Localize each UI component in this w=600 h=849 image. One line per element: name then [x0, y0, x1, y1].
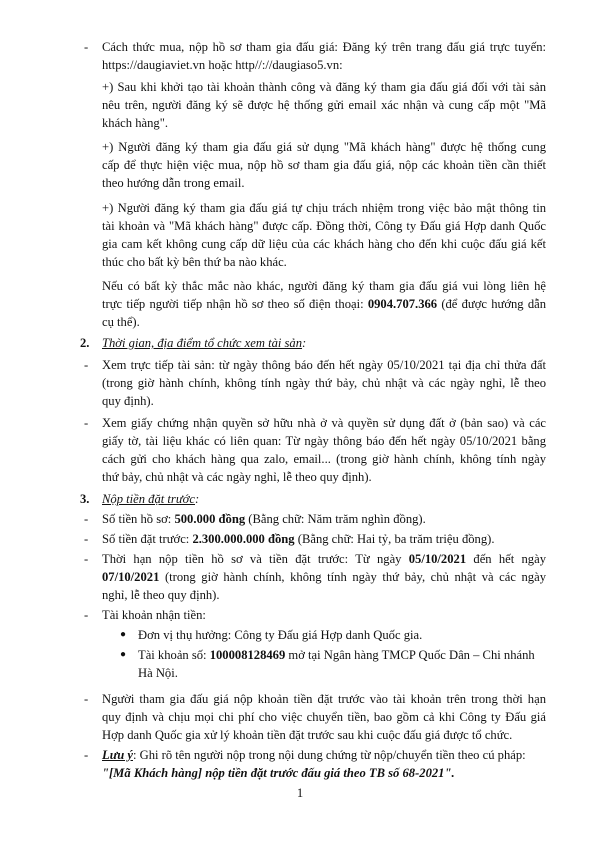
dash-marker: - [84, 358, 89, 372]
deposit-amount: 2.300.000.000 đồng [192, 532, 295, 546]
dash-marker: - [84, 552, 89, 566]
deposit-label: Số tiền đặt trước: [102, 532, 193, 546]
para-1-line-3: khách hàng". [102, 116, 168, 130]
view-direct-line-1: Xem trực tiếp tài sản: từ ngày thông báo đến hết ngày 05/10/2021 tại địa chỉ thửa đất [102, 358, 546, 372]
page-number: 1 [296, 786, 304, 800]
view-docs-line-1: Xem giấy chứng nhận quyền sở hữu nhà ở và quyền sử dụng đất ở (bản sao) và các [102, 416, 546, 430]
bullet-icon: ● [120, 629, 127, 640]
para-4-line-3: cụ thể). [102, 315, 140, 329]
deadline-start: 05/10/2021 [408, 552, 467, 566]
deadline-label: Thời hạn nộp tiền hồ sơ và tiền đặt trước: Từ ngày [102, 552, 409, 566]
section-number: 2. [80, 336, 90, 350]
section-colon: : [195, 492, 200, 506]
contact-text: trực tiếp người tiếp nhận hồ sơ theo số điện thoại: [102, 297, 368, 311]
deposit-rule-line-2: quy định và chịu mọi chi phí cho việc chuyển tiền, bao gồm cả khi Công ty Đấu giá [102, 710, 546, 724]
dash-marker: - [84, 512, 89, 526]
file-fee-amount: 500.000 đồng [174, 512, 246, 526]
deadline-end: 07/10/2021 [102, 570, 160, 584]
view-docs-line-2: giấy tờ, tài liệu khác có liên quan: Từ ngày thông báo đến hết ngày 05/10/2021 bằng [102, 434, 546, 448]
dash-marker: - [84, 532, 89, 546]
para-3-line-2: tài khoản và "Mã khách hàng" được cấp. Đồng thời, Công ty Đấu giá Hợp danh Quốc [102, 219, 546, 233]
file-fee-label: Số tiền hồ sơ: [102, 512, 175, 526]
dash-marker: - [84, 40, 89, 54]
bullet-icon: ● [120, 649, 127, 660]
para-2-line-1: +) Người đăng ký tham gia đấu giá sử dụng "Mã khách hàng" được hệ thống cung [102, 140, 546, 154]
para-3-line-1: +) Người đăng ký tham gia đấu giá tự chịu trách nhiệm trong việc bảo mật thông tin [102, 201, 546, 215]
dash-marker: - [84, 608, 89, 622]
bank-name: mở tại Ngân hàng TMCP Quốc Dân – Chi nhánh [285, 648, 535, 662]
deadline-note: (trong giờ hành chính, không tính ngày thứ bảy, chủ nhật và các ngày [159, 570, 546, 584]
contact-line [102, 295, 546, 313]
deadline-to: đến hết ngày [466, 552, 546, 566]
para-2-line-3: theo hướng dẫn trong email. [102, 176, 245, 190]
purchase-method-text: Cách thức mua, nộp hồ sơ tham gia đấu giá: Đăng ký trên trang đấu giá trực tuyến: [102, 40, 546, 54]
transfer-syntax: "[Mã Khách hàng] nộp tiền đặt trước đấu giá theo TB số 68-2021". [102, 766, 455, 780]
deposit-rule-line-1: Người tham gia đấu giá nộp khoản tiền đặt trước vào tài khoản trên trong thời hạn [102, 692, 546, 706]
account-label: Tài khoản số: [138, 648, 210, 662]
deposit-words: (Bằng chữ: Hai tỷ, ba trăm triệu đồng). [294, 532, 495, 546]
account-number: 100008128469 [209, 648, 286, 662]
dash-marker: - [84, 692, 89, 706]
deposit-rule-line-3: Hợp danh Quốc gia xử lý khoản tiền đặt trước sau khi cuộc đấu giá được tổ chức. [102, 728, 513, 742]
view-docs-line-3: cách gửi cho khách hàng qua zalo, email... (trong giờ hành chính, không tính ngày [102, 452, 546, 466]
view-direct-line-2: (trong giờ hành chính, không tính ngày thứ bảy, chủ nhật và các ngày nghỉ, lễ theo [102, 376, 546, 390]
para-4-line-1: Nếu có bất kỳ thắc mắc nào khác, người đăng ký tham gia đấu giá vui lòng liên hệ [102, 279, 546, 293]
beneficiary: Đơn vị thụ hưởng: Công ty Đấu giá Hợp danh Quốc gia. [138, 628, 423, 642]
section-title: Thời gian, địa điểm tổ chức xem tài sản [102, 336, 303, 350]
dash-marker: - [84, 748, 89, 762]
para-2-line-2: cấp để thực hiện việc mua, nộp hồ sơ tham gia đấu giá, nộp các khoản tiền cần thiết [102, 158, 546, 172]
view-docs-line-4: thứ bảy, chủ nhật và các ngày nghỉ, lễ theo quy định). [102, 470, 372, 484]
contact-text-end: (để được hướng dẫn [437, 297, 547, 311]
contact-phone: 0904.707.366 [367, 297, 438, 311]
para-3-line-4: thúc cho bất kỳ bên thứ ba nào khác. [102, 255, 287, 269]
section-title: Nộp tiền đặt trước [102, 492, 195, 506]
file-fee-words: (Bằng chữ: Năm trăm nghìn đồng). [245, 512, 426, 526]
para-3-line-3: gia cam kết không cung cấp dữ liệu của các khách hàng cho đến khi cuộc đấu giá kết [102, 237, 546, 251]
section-number: 3. [80, 492, 90, 506]
note-label: Lưu ý [102, 748, 133, 762]
para-1-line-2: nêu trên, người đăng ký sẽ được hệ thống gửi email xác nhận và cung cấp một "Mã [102, 98, 546, 112]
note-text: : Ghi rõ tên người nộp trong nội dung chứng từ nộp/chuyển tiền theo cú pháp: [132, 748, 526, 762]
section-colon: : [302, 336, 307, 350]
bank-branch: Hà Nội. [138, 666, 178, 680]
view-direct-line-3: quy định). [102, 394, 154, 408]
para-1-line-1: +) Sau khi khởi tạo tài khoản thành công và đăng ký tham gia đấu giá đối với tài sản [102, 80, 546, 94]
receiving-account-label: Tài khoản nhận tiền: [102, 608, 206, 622]
auction-urls: https://daugiaviet.vn hoặc http//://daugiaso5.vn: [102, 58, 343, 72]
deadline-note-end: nghỉ, lễ theo quy định). [102, 588, 220, 602]
dash-marker: - [84, 416, 89, 430]
